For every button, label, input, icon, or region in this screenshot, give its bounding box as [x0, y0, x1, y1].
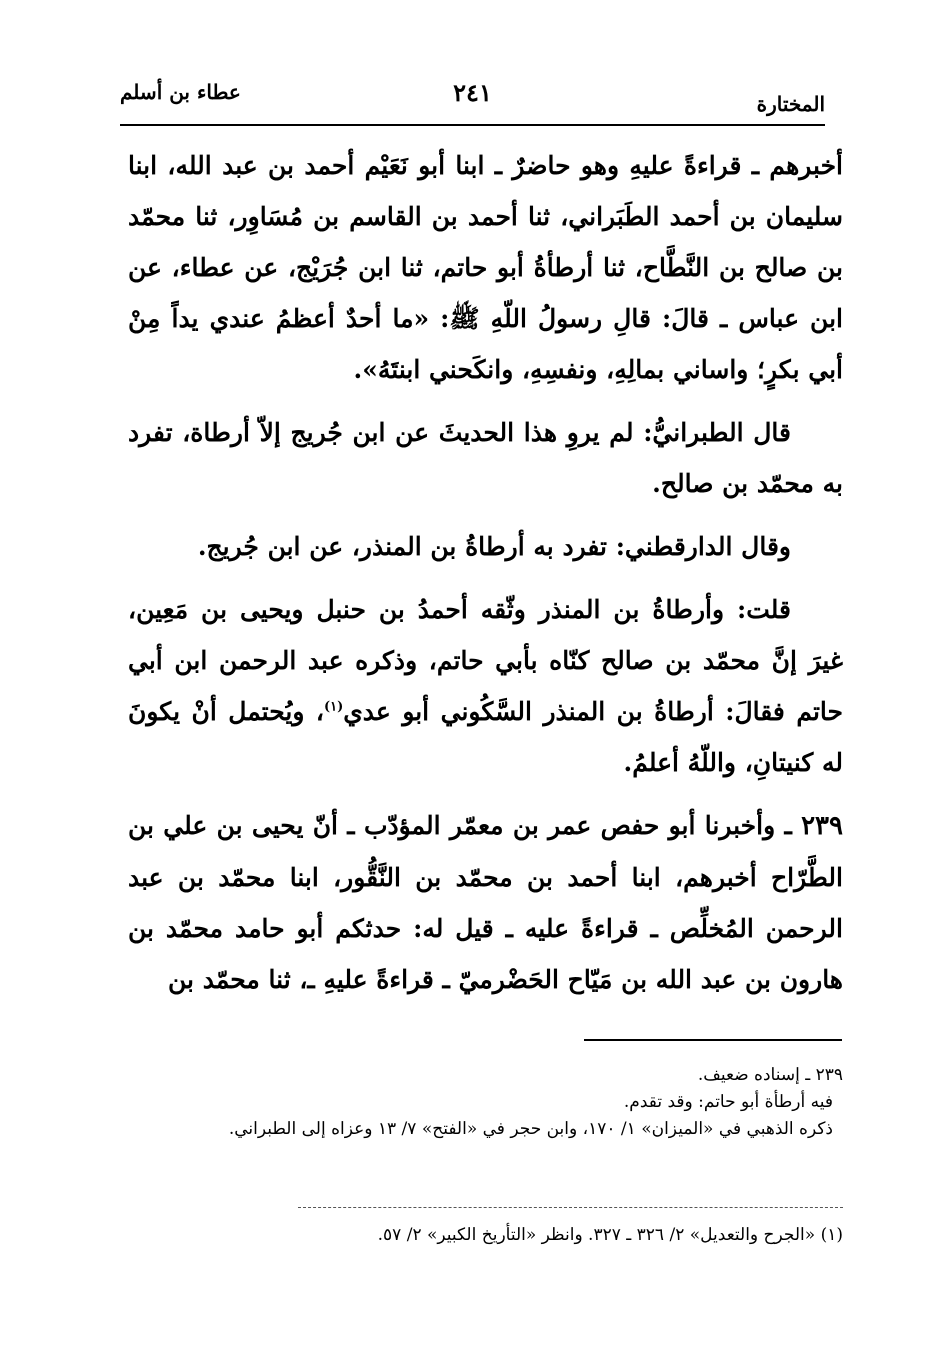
comment-text-start: قلت: وأرطاةُ بن المنذر وثّقه أحمدُ بن حنبل ويحيى بن مَعِين، غيرَ إنَّ محمّد بن صالح كنّاه بأبي حاتم، وذكره عبد الرحمن ابن أبي حاتم فقالَ: أرطاةُ بن المنذر السَّكُوني أبو عدي — [128, 595, 843, 726]
running-header — [120, 78, 825, 122]
footnote-note-1: (١) «الجرح والتعديل» ٢/ ٣٢٦ ـ ٣٢٧. وانظر «التأريخ الكبير» ٢/ ٥٧. — [377, 1225, 843, 1245]
header-rule — [120, 124, 825, 126]
hadith-text: ـ وأخبرنا أبو حفص عمر بن معمّر المؤدّب ـ أنّ يحيى بن علي بن الطَّرّاح أخبرهم، ابنا أحمد بن محمّد بن النَّقُّور، ابنا محمّد بن عبد الرحمن المُخلِّص ـ قراءةً عليه ـ قيل له: حدثكم أبو حامد محمّد بن هارون بن عبد الله بن مَيّاح الحَضْرميّ ـ قراءةً عليهِ ـ، ثنا محمّد بن — [128, 811, 843, 994]
main-text — [128, 140, 843, 1017]
hadith-number: ٢٣٩ — [801, 811, 843, 841]
footnote-marker[interactable]: (١) — [323, 699, 344, 715]
comment-text-end: ، ويُحتمل أنْ يكونَ له كنيتانِ، واللّهُ أعلمُ. — [128, 697, 843, 777]
paragraph-daraqutni: وقال الدارقطني: تفرد به أرطاةُ بن المنذر، عن ابن جُريج. — [197, 532, 791, 561]
paragraph-isnad: أخبرهم ـ قراءةً عليهِ وهو حاضرٌ ـ ابنا أبو نَعَيْم أحمد بن عبد الله، ابنا سليمان بن أحمد الطَبَراني، ثنا أحمد بن القاسم بن مُسَاوِر، ثنا محمّد بن صالح بن النَّطَّاح، ثنا أرطأةُ أبو حاتم، ثنا ابن جُرَيْج، عن عطاء، عن ابن عباس ـ قالَ: قالِ رسولُ اللّهِ ﷺ: «ما أحدٌ أعظمُ عندي يداً مِنْ أبي بكرٍ؛ واساني بمالِهِ، ونفسِهِ، وانكَحني ابنتَهُ». — [128, 151, 843, 384]
footnotes-hadith — [128, 1062, 843, 1143]
paragraph-comment — [128, 584, 843, 788]
footnotes-numbered — [128, 1222, 843, 1249]
footnote-dashed-rule — [298, 1207, 843, 1208]
footnote-line-1: ٢٣٩ ـ إسناده ضعيف. — [697, 1065, 843, 1085]
chapter-title: عطاء بن أسلم — [120, 80, 241, 104]
page-number: ٢٤١ — [453, 78, 492, 107]
footnote-rule — [584, 1039, 842, 1041]
footnote-line-2: فيه أرطأة أبو حاتم: وقد تقدم. — [623, 1092, 833, 1112]
paragraph-tabarani: قال الطبرانيُّ: لم يروِ هذا الحديثَ عن ابن جُريج إلاّ أرطاة، تفرد به محمّد بن صالح. — [128, 418, 843, 498]
footnote-line-3: ذكره الذهبي في «الميزان» ١/ ١٧٠، وابن حجر في «الفتح» ٧/ ١٣ وعزاه إلى الطبراني. — [228, 1119, 833, 1139]
book-title: المختارة — [756, 92, 825, 116]
paragraph-hadith-239 — [128, 800, 843, 1005]
